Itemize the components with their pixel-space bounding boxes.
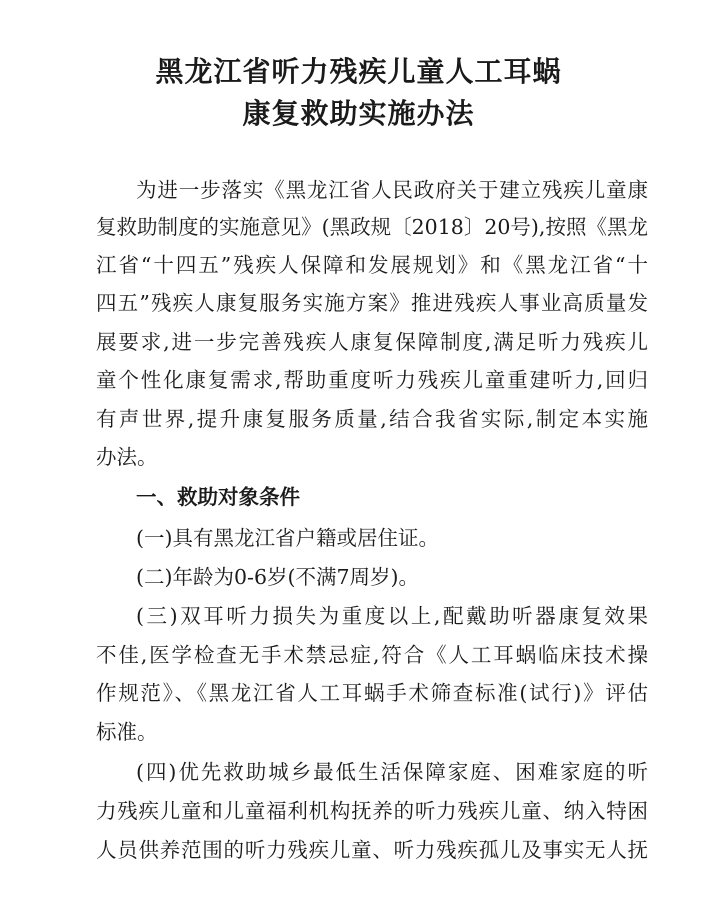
item-3-line: 标准。 bbox=[96, 720, 158, 744]
intro-line: 四五”残疾人康复服务实施方案》推进残疾人事业高质量发 bbox=[96, 291, 648, 315]
item-2: (二)年龄为0-6岁(不满7周岁)。 bbox=[136, 565, 420, 589]
intro-line: 为进一步落实《黑龙江省人民政府关于建立残疾儿童康 bbox=[136, 178, 648, 202]
item-3-line: 不佳,医学检查无手术禁忌症,符合《人工耳蜗临床技术操 bbox=[96, 643, 648, 667]
intro-line: 复救助制度的实施意见》(黑政规〔2018〕20号),按照《黑龙 bbox=[96, 215, 648, 239]
intro-line: 江省“十四五”残疾人保障和发展规划》和《黑龙江省“十 bbox=[96, 253, 648, 277]
item-4-line: 力残疾儿童和儿童福利机构抚养的听力残疾儿童、纳入特困 bbox=[96, 799, 648, 823]
item-4-line: 人员供养范围的听力残疾儿童、听力残疾孤儿及事实无人抚 bbox=[96, 838, 648, 862]
intro-line: 办法。 bbox=[96, 445, 158, 469]
section-heading: 一、救助对象条件 bbox=[136, 485, 300, 509]
item-1: (一)具有黑龙江省户籍或居住证。 bbox=[136, 526, 439, 550]
document-title-line-2: 康复救助实施办法 bbox=[242, 97, 475, 130]
item-3-line: (三)双耳听力损失为重度以上,配戴助听器康复效果 bbox=[136, 604, 648, 628]
intro-line: 童个性化康复需求,帮助重度听力残疾儿童重建听力,回归 bbox=[96, 368, 648, 392]
intro-line: 有声世界,提升康复服务质量,结合我省实际,制定本实施 bbox=[96, 407, 648, 431]
document-title-line-1: 黑龙江省听力残疾儿童人工耳蜗 bbox=[155, 55, 562, 88]
intro-line: 展要求,进一步完善残疾人康复保障制度,满足听力残疾儿 bbox=[96, 330, 648, 354]
item-4-line: (四)优先救助城乡最低生活保障家庭、困难家庭的听 bbox=[136, 760, 648, 784]
item-3-line: 作规范》、《黑龙江省人工耳蜗手术筛查标准(试行)》评估 bbox=[96, 681, 648, 705]
